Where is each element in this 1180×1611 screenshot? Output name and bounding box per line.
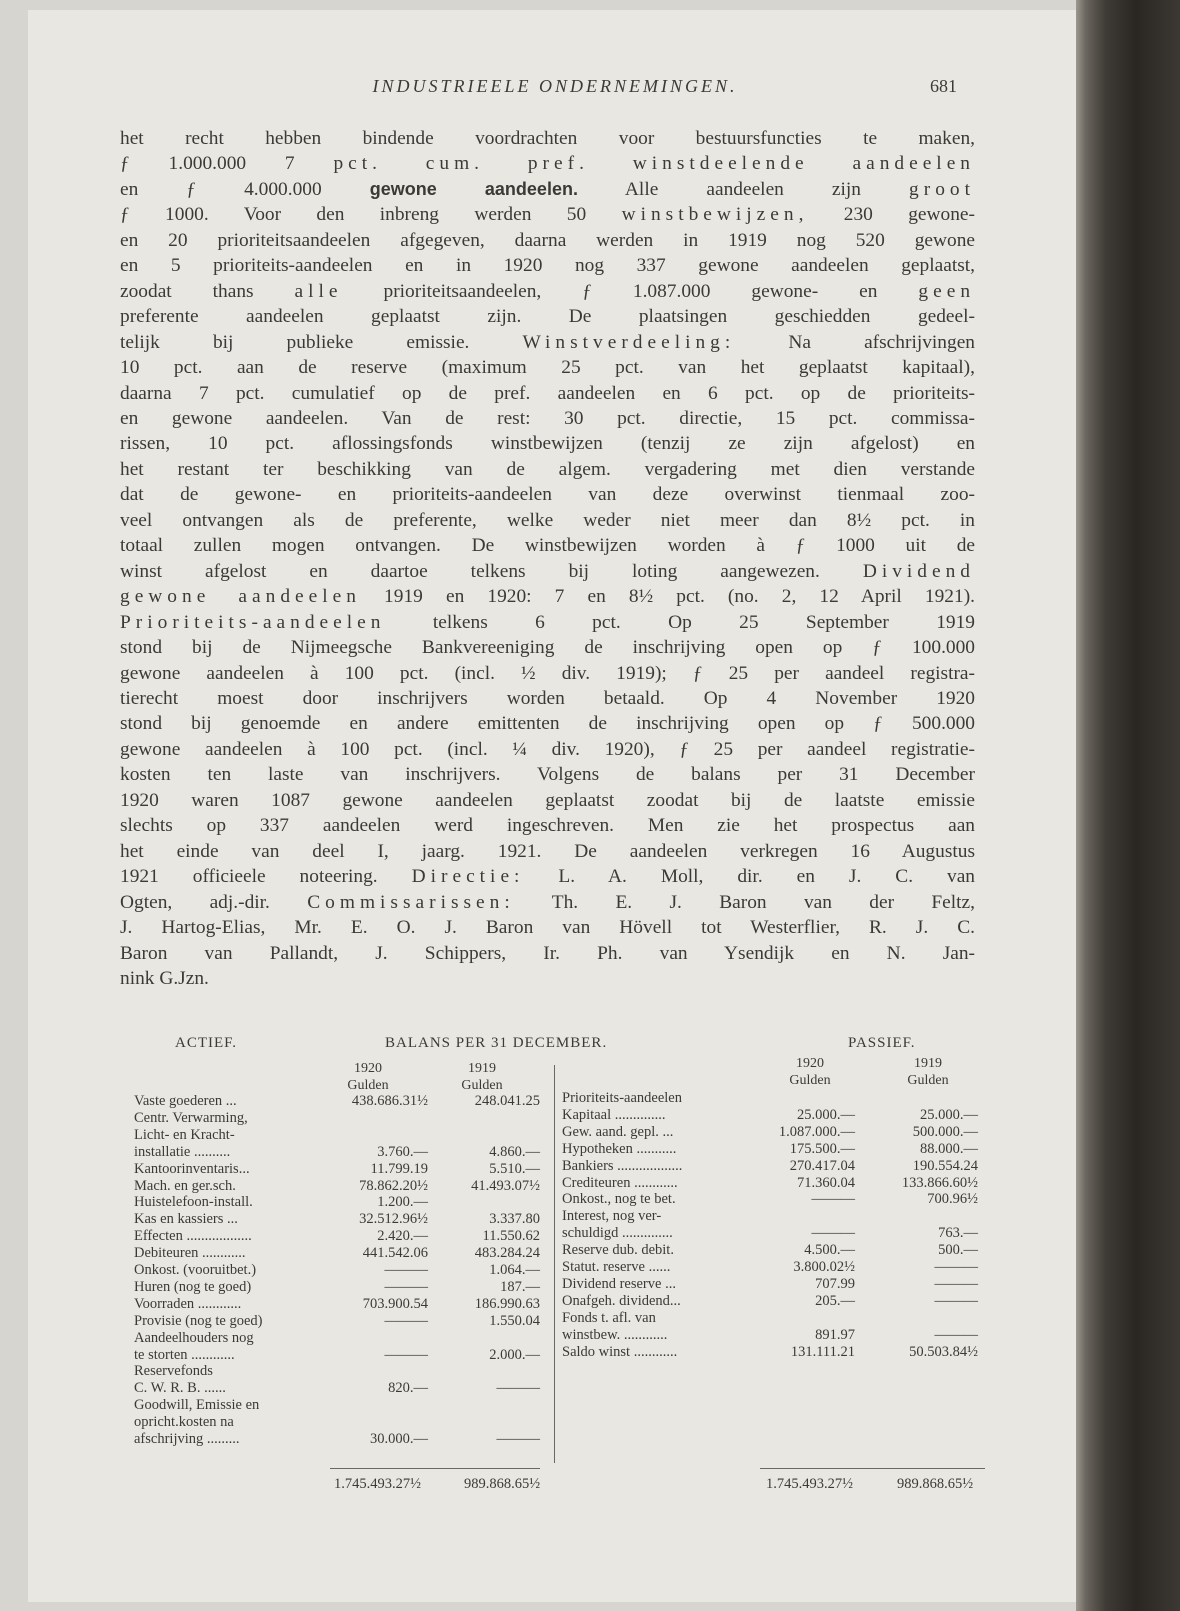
actief-row-v1919: ——— [496,1380,540,1397]
actief-row-v1920: 703.900.54 [362,1295,428,1312]
passief-row-v1919: 763.— [938,1225,978,1242]
actief-row-label: Onkost. (vooruitbet.) [134,1262,257,1278]
passief-row-v1920: 4.500.— [804,1242,855,1259]
actief-row-v1920: 11.799.19 [370,1160,428,1177]
text-segment: Ogten, adj.-dir. [120,891,308,913]
text-segment: Na afschrijvingen [735,331,975,353]
text-segment: gewone aandeelen. [369,178,578,199]
text-segment: tierecht moest door inschrijvers worden betaald. Op 4 November 1920 [120,687,975,709]
text-segment: telijk bij publieke emissie. [120,331,523,353]
passief-row-v1919: 25.000.— [920,1106,978,1123]
text-segment: stond bij genoemde en andere emittenten de inschrijving open op ƒ 500.000 [120,713,975,735]
page-number: 681 [930,76,957,96]
text-segment: Baron van Pallandt, J. Schippers, Ir. Ph. van Ysendijk en N. Jan- [120,942,975,964]
running-head: INDUSTRIEELE ONDERNEMINGEN. [372,76,738,96]
text-line [120,915,975,940]
actief-row-v1919: 1.550.04 [489,1312,540,1329]
passief-row-label: schuldigd .............. [562,1225,673,1242]
actief-row-v1920: ——— [384,1262,428,1278]
text-line [120,762,975,787]
text-segment: winstbewijzen, [621,204,809,226]
text-segment: telkens 6 pct. Op 25 September 1919 [385,611,975,633]
passief-row-label: Prioriteits-aandeelen [562,1090,682,1106]
text-line [120,355,975,380]
text-segment: slechts op 337 aandeelen werd ingeschreven. Men zie het prospectus aan [120,815,975,837]
actief-row-v1920: 78.862.20½ [359,1177,428,1194]
actief-row-label: Voorraden ............ [134,1295,242,1312]
text-line [120,737,975,762]
passief-currency-1920: Gulden [789,1073,831,1088]
passief-row-v1920: 175.500.— [789,1140,855,1157]
text-segment: kosten ten laste van inschrijvers. Volgens de balans per 31 December [120,764,975,786]
actief-row-v1920: 820.— [388,1380,428,1397]
actief-row-v1919: 187.— [500,1278,540,1295]
actief-row-label: Goodwill, Emissie en [134,1397,260,1414]
text-segment: en ƒ 4.000.000 [120,178,370,200]
actief-row-label: installatie .......... [134,1143,231,1160]
text-line [120,508,975,533]
text-line [120,966,975,991]
text-segment: ƒ 1000. Voor den inbreng werden 50 [120,204,622,226]
actief-row-label: Kantoorinventaris... [134,1160,250,1177]
text-line [120,381,975,406]
text-line [120,941,975,966]
text-segment: 1919 en 1920: 7 en 8½ pct. (no. 2, 12 April 1921). [360,586,975,608]
passief-total-1919: 989.868.65½ [897,1476,974,1492]
actief-row-v1919: 5.510.— [489,1160,540,1177]
actief-row-label: te storten ............ [134,1346,235,1363]
passief-row-v1919: 500.— [938,1242,978,1259]
balance-heading-title: BALANS PER 31 DECEMBER. [385,1035,608,1051]
passief-row-v1919: 133.866.60½ [901,1174,978,1191]
text-segment: Prioriteits-aandeelen [120,611,386,633]
passief-row-v1919: 190.554.24 [912,1157,978,1174]
actief-row-v1920: ——— [384,1346,428,1363]
text-line [120,839,975,864]
balance-divider [554,1065,555,1463]
actief-row-label: Huistelefoon-install. [134,1194,253,1211]
passief-row-v1919: ——— [934,1259,978,1275]
actief-row-label: afschrijving ......... [134,1431,240,1447]
text-segment: Alle aandeelen zijn [577,178,910,200]
text-line [120,228,975,253]
passief-row-label: Onkost., nog te bet. [562,1191,676,1208]
text-line [120,202,975,227]
passief-year-1920: 1920 [796,1056,824,1071]
actief-total-rule [330,1468,540,1469]
passief-total-1920: 1.745.493.27½ [766,1476,853,1492]
passief-row-label: Kapitaal .............. [562,1106,666,1123]
actief-row-v1919: ——— [496,1431,540,1447]
text-segment: prioriteitsaandeelen, ƒ 1.087.000 gewone- en [342,280,919,302]
text-segment: gewone aandeelen à 100 pct. (incl. ½ div. 1919); ƒ 25 per aandeel registra- [120,662,975,684]
text-segment: preferente aandeelen geplaatst zijn. De plaatsingen geschiedden gedeel- [120,306,975,328]
text-segment: ƒ 1.000.000 7 [120,153,334,175]
text-line [120,406,975,431]
text-segment: J. Hartog-Elias, Mr. E. O. J. Baron van Hövell tot Westerflier, R. J. C. [120,917,975,939]
actief-row-v1920: 441.542.06 [362,1245,428,1262]
text-line [120,431,975,456]
text-line [120,533,975,558]
passief-row-label: Saldo winst ............ [562,1343,678,1360]
text-line [120,559,975,584]
actief-row-v1920: 32.512.96½ [359,1211,428,1228]
actief-row-v1920: 3.760.— [377,1143,428,1160]
actief-row-label: Effecten .................. [134,1228,252,1245]
text-line [120,864,975,889]
text-segment: groot [909,178,975,200]
text-line [120,584,975,609]
passief-row-v1920: 205.— [815,1292,855,1309]
passief-row-label: Fonds t. afl. van [562,1309,656,1326]
actief-row-v1919: 1.064.— [489,1262,540,1278]
text-segment: het einde van deel I, jaarg. 1921. De aandeelen verkregen 16 Augustus [120,840,975,862]
body-text [120,126,975,991]
text-segment: L. A. Moll, dir. en J. C. van [524,866,975,888]
actief-row-label: Huren (nog te goed) [134,1278,252,1295]
text-segment: en 5 prioriteits-aandeelen en in 1920 nog 337 gewone aandeelen geplaatst, [120,255,975,277]
passief-currency-1919: Gulden [907,1073,949,1088]
text-segment: totaal zullen mogen ontvangen. De winstbewijzen worden à ƒ 1000 uit de [120,535,975,557]
passief-row-v1920: 891.97 [815,1326,855,1343]
text-segment: 10 pct. aan de reserve (maximum 25 pct. van het geplaatst kapitaal), [120,357,975,379]
passief-row-label: Dividend reserve ... [562,1275,676,1292]
text-line [120,457,975,482]
passief-row-v1919: ——— [934,1326,978,1343]
text-line [120,304,975,329]
passief-row-v1920: 1.087.000.— [778,1123,855,1140]
text-segment: Dividend [862,560,975,582]
passief-row-label: Interest, nog ver- [562,1208,662,1225]
passief-row-v1919: 700.96½ [927,1191,978,1208]
passief-row-v1920: 25.000.— [797,1106,855,1123]
actief-row-label: C. W. R. B. ...... [134,1380,226,1397]
actief-row-v1920: ——— [384,1278,428,1295]
passief-row-v1919: ——— [934,1292,978,1309]
actief-currency-1920: Gulden [347,1078,389,1093]
text-line [120,890,975,915]
passief-row-v1919: 88.000.— [920,1140,978,1157]
actief-row-v1920: 2.420.— [377,1228,428,1245]
passief-year-1919: 1919 [914,1056,942,1071]
actief-row-v1919: 186.990.63 [474,1295,540,1312]
text-segment: geen [918,280,975,302]
balance-heading-actief: ACTIEF. [175,1035,238,1051]
text-segment: en gewone aandeelen. Van de rest: 30 pct. directie, 15 pct. commissa- [120,407,975,429]
text-segment: het recht hebben bindende voordrachten voor bestuursfuncties te maken, [120,128,975,149]
actief-row-label: Centr. Verwarming, [134,1109,248,1126]
passief-row-v1919: 50.503.84½ [909,1343,978,1360]
text-line [120,253,975,278]
passief-row-v1919: ——— [934,1275,978,1292]
text-segment: 230 gewone- [808,204,975,226]
text-segment: gewone aandeelen [120,586,361,608]
actief-row-v1920: 30.000.— [370,1431,428,1447]
actief-row-label: Reservefonds [134,1363,213,1380]
passief-row-v1919: 500.000.— [912,1123,978,1140]
text-segment: Th. E. J. Baron van der Feltz, [514,891,975,913]
passief-row-label: Onafgeh. dividend... [562,1292,681,1309]
actief-row-label: Aandeelhouders nog [134,1329,254,1346]
text-line [120,126,975,151]
actief-row-label: Licht- en Kracht- [134,1126,235,1143]
actief-currency-1919: Gulden [461,1078,503,1093]
text-line [120,635,975,660]
actief-row-v1919: 4.860.— [489,1143,540,1160]
text-segment: veel ontvangen als de preferente, welke weder niet meer dan 8½ pct. in [120,509,975,531]
actief-year-1919: 1919 [468,1061,496,1076]
passief-row-v1920: 3.800.02½ [793,1259,855,1275]
text-segment: het restant ter beschikking van de algem. vergadering met dien verstande [120,458,975,480]
text-segment: dat de gewone- en prioriteits-aandeelen van deze overwinst tienmaal zoo- [120,484,975,506]
actief-row-v1920: ——— [384,1312,428,1329]
text-segment: alle [294,280,343,302]
actief-row-v1919: 41.493.07½ [471,1177,540,1194]
actief-row-label: Debiteuren ............ [134,1245,246,1262]
text-segment: rissen, 10 pct. aflossingsfonds winstbewijzen (tenzij ze zijn afgelost) en [120,433,975,455]
actief-row-v1919: 483.284.24 [474,1245,540,1262]
passief-row-label: Gew. aand. gepl. ... [562,1123,674,1140]
text-segment: Directie: [411,866,525,888]
text-line [120,788,975,813]
text-line [120,151,975,176]
text-segment: stond bij de Nijmeegsche Bankvereeniging de inschrijving open op ƒ 100.000 [120,637,975,659]
text-segment: Winstverdeeling: [522,331,736,353]
actief-row-v1919: 11.550.62 [482,1228,540,1245]
passief-row-label: Crediteuren ............ [562,1174,678,1191]
text-line [120,177,975,202]
text-segment: nink G.Jzn. [120,967,209,989]
passief-row-v1920: 707.99 [815,1275,855,1292]
text-segment: pct. cum. pref. winstdeelende aandeelen [333,153,975,175]
balance-heading-passief: PASSIEF. [848,1035,916,1051]
actief-row-label: Kas en kassiers ... [134,1211,238,1228]
actief-row-v1919: 2.000.— [489,1346,540,1363]
text-segment: en 20 prioriteitsaandeelen afgegeven, daarna werden in 1919 nog 520 gewone [120,229,975,251]
passief-row-label: Bankiers .................. [562,1157,683,1174]
text-segment: daarna 7 pct. cumulatief op de pref. aandeelen en 6 pct. op de prioriteits- [120,382,975,404]
text-line [120,686,975,711]
actief-total-1920: 1.745.493.27½ [334,1476,421,1492]
actief-row-label: Vaste goederen ... [134,1093,237,1109]
text-line [120,330,975,355]
text-segment: Commissarissen: [307,891,515,913]
passief-row-v1920: ——— [811,1225,855,1242]
passief-row-v1920: 131.111.21 [790,1343,855,1360]
passief-row-v1920: 270.417.04 [789,1157,855,1174]
text-line [120,711,975,736]
actief-year-1920: 1920 [354,1061,382,1076]
actief-row-v1920: 438.686.31½ [351,1093,428,1109]
text-line [120,279,975,304]
passief-row-label: winstbew. ............ [562,1326,668,1343]
passief-row-label: Statut. reserve ...... [562,1259,671,1275]
text-segment: zoodat thans [120,280,295,302]
book-spine [1076,0,1180,1611]
actief-row-label: Provisie (nog te goed) [134,1312,263,1329]
passief-row-v1920: 71.360.04 [797,1174,855,1191]
actief-row-v1919: 3.337.80 [489,1211,540,1228]
passief-row-label: Reserve dub. debit. [562,1242,674,1259]
actief-row-v1919: 248.041.25 [474,1093,540,1109]
passief-total-rule [760,1468,985,1469]
actief-row-label: opricht.kosten na [134,1414,234,1431]
text-line [120,610,975,635]
actief-row-v1920: 1.200.— [377,1194,428,1211]
text-segment: 1920 waren 1087 gewone aandeelen geplaatst zoodat bij de laatste emissie [120,789,975,811]
actief-row-label: Mach. en ger.sch. [134,1177,236,1194]
passief-row-v1920: ——— [811,1191,855,1208]
text-line [120,813,975,838]
text-segment: winst afgelost en daartoe telkens bij loting aangewezen. [120,560,863,582]
text-line [120,482,975,507]
text-segment: gewone aandeelen à 100 pct. (incl. ¼ div. 1920), ƒ 25 per aandeel registratie- [120,738,975,760]
actief-total-1919: 989.868.65½ [464,1476,541,1492]
passief-row-label: Hypotheken ........... [562,1140,677,1157]
text-line [120,661,975,686]
text-segment: 1921 officieele noteering. [120,866,412,888]
